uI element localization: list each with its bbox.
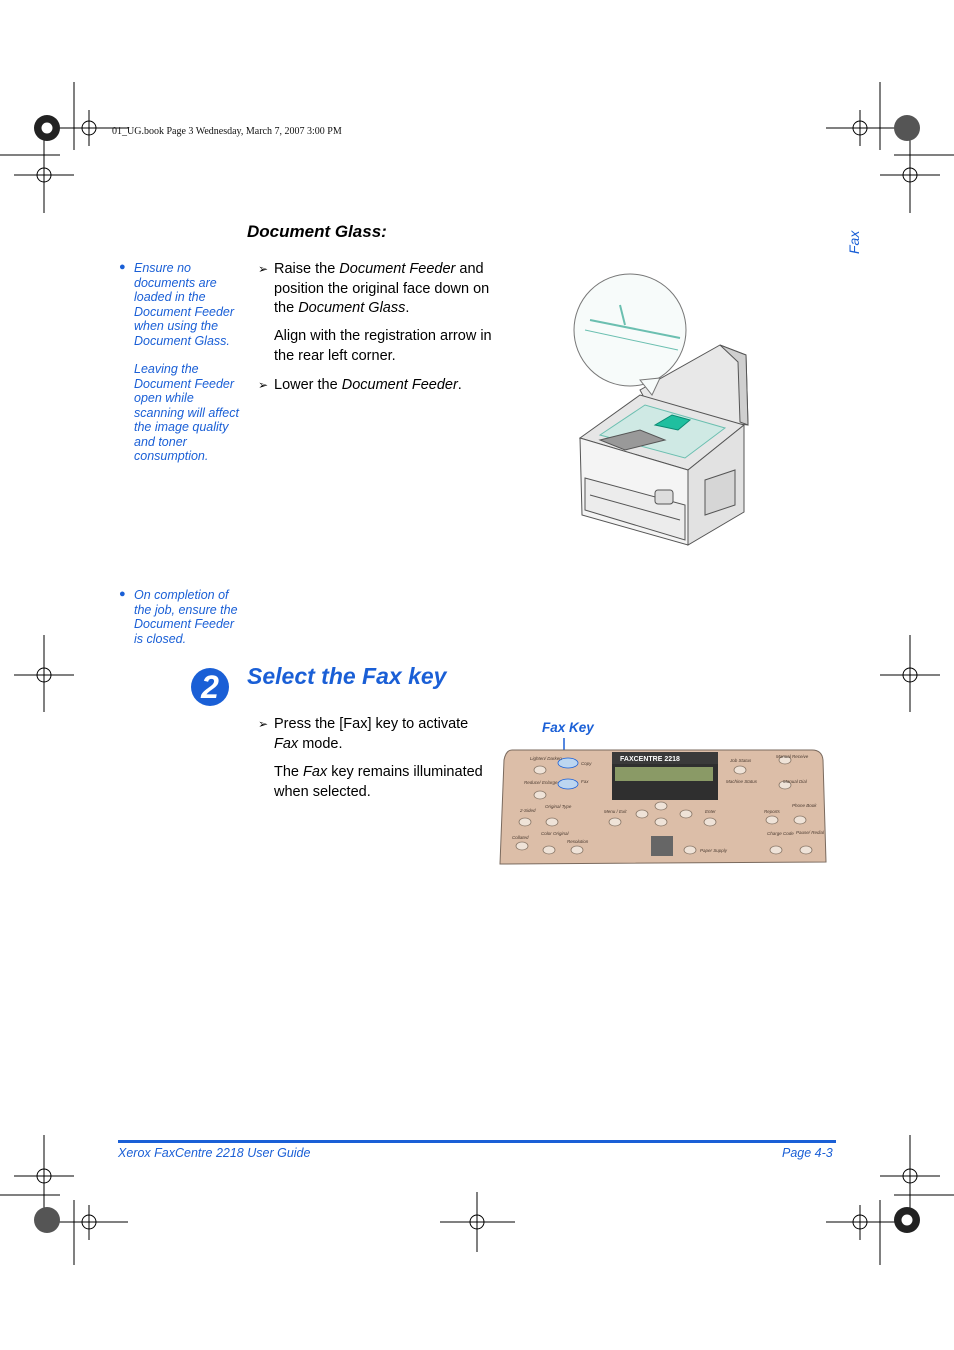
panel-label: Phone Book — [792, 803, 817, 808]
file-slug: 01_UG.book Page 3 Wednesday, March 7, 2007 3:00 PM — [112, 126, 342, 137]
panel-label: Color Original — [541, 831, 569, 836]
panel-label: Fax — [581, 779, 589, 784]
fax-key-callout: Fax Key — [542, 720, 594, 735]
panel-label: Lighten/ Darken — [530, 756, 562, 761]
arrow-bullet-icon: ➢ — [258, 717, 269, 731]
panel-label: Paper Supply — [700, 848, 728, 853]
panel-label: Job Status — [730, 758, 752, 763]
bullet-icon: ● — [119, 588, 126, 600]
instruction-text: Align with the registration arrow in the rear left corner. — [274, 328, 492, 364]
panel-label: Pause/ Redial — [796, 830, 825, 835]
footer-guide-title: Xerox FaxCentre 2218 User Guide — [118, 1146, 311, 1160]
panel-label: Menu / Exit — [604, 809, 627, 814]
instruction-step: ➢ Press the [Fax] key to activate Fax mode. — [258, 716, 469, 752]
instruction-step: ➢ Lower the Document Feeder. — [274, 376, 494, 396]
footer-page-number: Page 4-3 — [782, 1146, 833, 1160]
note-text: Ensure no documents are loaded in the Document Feeder when using the Document Glass. — [134, 261, 235, 348]
panel-label: Machine Status — [726, 779, 758, 784]
panel-label: Original Type — [545, 804, 572, 809]
panel-label: Resolution — [567, 839, 589, 844]
instruction-text: The Fax key remains illuminated when selected. — [274, 764, 483, 800]
arrow-bullet-icon: ➢ — [258, 378, 269, 392]
arrow-bullet-icon: ➢ — [258, 262, 269, 276]
panel-label: Manual Receive — [776, 754, 809, 759]
panel-label: 2-Sided — [520, 808, 536, 813]
panel-label: Collated — [512, 835, 529, 840]
footer-rule — [118, 1140, 836, 1143]
panel-label: Charge Code — [767, 831, 794, 836]
panel-label: Copy — [581, 761, 592, 766]
step-number-badge: 2 — [191, 668, 229, 706]
panel-label: Manual Dial — [783, 779, 807, 784]
step-heading: Select the Fax key — [247, 663, 447, 689]
note-text: Leaving the Document Feeder open while scanning will affect the image quality and toner consumption. — [134, 362, 239, 463]
bullet-icon: ● — [119, 261, 126, 273]
instruction-step: ➢ Raise the Document Feeder and position the original face down on the Document Glass. — [258, 261, 490, 316]
panel-label: Reduce/ Enlarge — [524, 780, 558, 785]
panel-label: Reports — [764, 809, 780, 814]
section-tab-label: Fax — [846, 230, 862, 254]
section-heading: Document Glass: — [247, 222, 387, 241]
panel-label: Enter — [705, 809, 716, 814]
panel-brand: FAXCENTRE 2218 — [620, 756, 680, 763]
note-text: On completion of the job, ensure the Document Feeder is closed. — [134, 588, 238, 646]
